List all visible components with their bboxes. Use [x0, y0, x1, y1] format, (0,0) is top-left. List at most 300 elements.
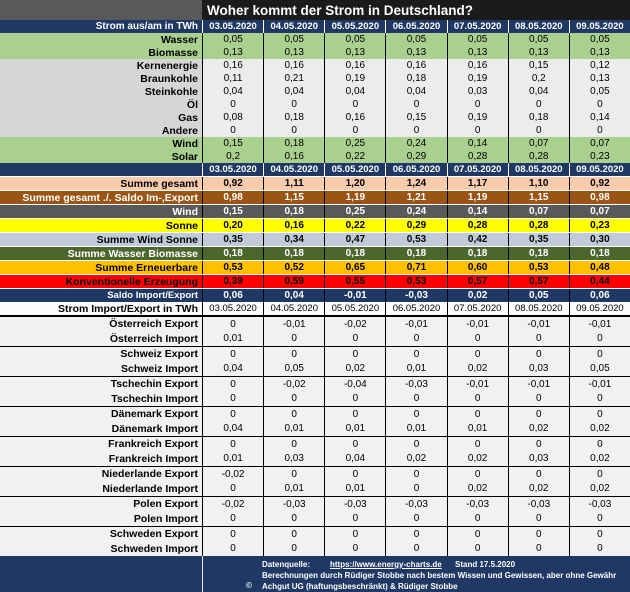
value-cell: 0,16	[263, 150, 324, 163]
value-cell: 0,53	[508, 261, 569, 274]
date-cell: 06.05.2020	[385, 20, 446, 33]
title-bar	[0, 0, 630, 20]
table-row	[0, 204, 630, 218]
table-row	[0, 59, 630, 72]
value-cell: 0	[385, 541, 446, 556]
value-cell: 0,01	[385, 361, 446, 376]
date-header-row	[0, 20, 630, 33]
table-row	[0, 232, 630, 246]
value-cell: 0,05	[447, 33, 508, 46]
row-label: Sonne	[165, 219, 198, 232]
value-cell: 0	[202, 124, 263, 137]
value-cell: 0,04	[263, 289, 324, 302]
value-cell: 0	[447, 437, 508, 451]
value-cell: 0,16	[447, 59, 508, 72]
value-cell: 0	[447, 541, 508, 556]
value-cell: 0,39	[202, 275, 263, 288]
value-cell: 0,19	[447, 111, 508, 124]
value-cell: 0,57	[508, 275, 569, 288]
value-cell: 0,55	[324, 275, 385, 288]
value-cell: -0,01	[324, 289, 385, 302]
value-cell: 0,02	[569, 421, 630, 436]
row-label: Andere	[0, 124, 202, 137]
value-cell: 0	[324, 511, 385, 526]
table-row	[0, 176, 630, 190]
value-cell: 0,04	[202, 421, 263, 436]
date-cell: 07.05.2020	[447, 302, 508, 315]
value-cell: 0	[263, 527, 324, 541]
value-cell: 0	[508, 527, 569, 541]
table-row	[0, 421, 630, 436]
row-label: Summe Erneuerbare	[95, 261, 198, 274]
value-cell: 0,35	[508, 233, 569, 246]
value-cell: 0	[324, 124, 385, 137]
value-cell: 0,02	[447, 481, 508, 496]
row-label: Frankreich Import	[108, 452, 198, 465]
row-label: Niederlande Export	[101, 468, 198, 480]
value-cell: 0	[508, 511, 569, 526]
value-cell: 0	[202, 377, 263, 391]
value-cell: 0	[263, 98, 324, 111]
value-cell: -0,01	[508, 317, 569, 331]
value-cell: 0,04	[202, 361, 263, 376]
date-cell: 09.05.2020	[569, 302, 630, 315]
value-cell: 0	[569, 124, 630, 137]
value-cell: -0,01	[263, 317, 324, 331]
value-cell: 0	[202, 317, 263, 331]
value-cell: 0	[324, 467, 385, 481]
value-cell: 0,28	[508, 150, 569, 163]
value-cell: -0,01	[569, 377, 630, 391]
value-cell: -0,03	[447, 497, 508, 511]
value-cell: 0,06	[569, 289, 630, 302]
value-cell: 0,16	[263, 219, 324, 232]
value-cell: 0,57	[447, 275, 508, 288]
value-cell: 0,98	[569, 191, 630, 204]
value-cell: 0,18	[447, 247, 508, 260]
row-label: Tschechin Export	[110, 378, 198, 390]
value-cell: -0,01	[385, 317, 446, 331]
value-cell: 0,47	[324, 233, 385, 246]
value-cell: 0,18	[385, 247, 446, 260]
table-row	[0, 33, 630, 46]
value-cell: 0,44	[569, 275, 630, 288]
value-cell: 0,05	[569, 85, 630, 98]
value-cell: 0,92	[569, 177, 630, 190]
section-header-label	[0, 163, 202, 176]
row-label: Schweiz Export	[120, 348, 198, 360]
value-cell: 0,11	[202, 72, 263, 85]
value-cell: 0,04	[324, 451, 385, 466]
value-cell: 0	[202, 481, 263, 496]
value-cell: 0,21	[263, 72, 324, 85]
value-cell: 0,08	[202, 111, 263, 124]
value-cell: -0,03	[569, 497, 630, 511]
value-cell: 0	[202, 347, 263, 361]
title-left-spacer	[0, 0, 202, 20]
value-cell: 0,48	[569, 261, 630, 274]
value-cell: 0	[447, 98, 508, 111]
value-cell: 0,04	[385, 85, 446, 98]
value-cell: 0,18	[385, 72, 446, 85]
value-cell: -0,02	[324, 317, 385, 331]
row-label: Summe gesamt ./. Saldo Im-,Export	[22, 191, 198, 204]
value-cell: 0,05	[324, 33, 385, 46]
value-cell: 0,02	[447, 361, 508, 376]
value-cell: 0	[202, 527, 263, 541]
value-cell: 0	[385, 437, 446, 451]
value-cell: 0,29	[385, 219, 446, 232]
row-label: Summe gesamt	[120, 177, 198, 190]
value-cell: 0	[508, 124, 569, 137]
row-label: Saldo Import/Export	[107, 290, 198, 301]
value-cell: 0,13	[263, 46, 324, 59]
value-cell: 0,05	[202, 33, 263, 46]
value-cell: 0,04	[324, 85, 385, 98]
value-cell: 0	[447, 124, 508, 137]
value-cell: 0	[263, 541, 324, 556]
value-cell: 0	[447, 407, 508, 421]
value-cell: 0,52	[263, 261, 324, 274]
value-cell: 0	[385, 527, 446, 541]
table-row	[0, 376, 630, 391]
value-cell: 1,17	[447, 177, 508, 190]
value-cell: 0,25	[324, 205, 385, 218]
value-cell: 0,18	[263, 247, 324, 260]
table-row	[0, 511, 630, 526]
value-cell: 0,05	[385, 33, 446, 46]
value-cell: 0,01	[385, 421, 446, 436]
value-cell: 0,16	[385, 59, 446, 72]
value-cell: 0,18	[508, 247, 569, 260]
row-label: Polen Import	[133, 512, 198, 525]
section-header-label: Strom aus/am in TWh	[95, 21, 198, 32]
value-cell: 0	[508, 407, 569, 421]
value-cell: 0	[324, 98, 385, 111]
value-cell: 1,20	[324, 177, 385, 190]
value-cell: 0,19	[447, 72, 508, 85]
value-cell: 0,05	[263, 33, 324, 46]
value-cell: 0,02	[508, 421, 569, 436]
section-header-label: Strom Import/Export in TWh	[58, 302, 198, 315]
date-cell: 05.05.2020	[324, 20, 385, 33]
table-row	[0, 481, 630, 496]
value-cell: 0,01	[202, 331, 263, 346]
date-cell: 08.05.2020	[508, 302, 569, 315]
copyright-icon: ©	[246, 581, 252, 590]
value-cell: 0	[385, 98, 446, 111]
table-row	[0, 111, 630, 124]
value-cell: 0,04	[508, 85, 569, 98]
footer-copyright: Achgut UG (haftungsbeschränkt) & Rüdiger Stobbe	[262, 582, 458, 591]
date-cell: 04.05.2020	[263, 163, 324, 176]
table-row	[0, 124, 630, 137]
value-cell: 0,13	[324, 46, 385, 59]
value-cell: 0,07	[508, 137, 569, 150]
value-cell: 0	[202, 391, 263, 406]
value-cell: 0	[202, 98, 263, 111]
value-cell: 0	[385, 407, 446, 421]
value-cell: 0,07	[569, 137, 630, 150]
value-cell: 0,24	[385, 137, 446, 150]
value-cell: 0	[324, 391, 385, 406]
date-cell: 05.05.2020	[324, 163, 385, 176]
date-cell: 08.05.2020	[508, 20, 569, 33]
value-cell: -0,01	[569, 317, 630, 331]
value-cell: -0,01	[447, 317, 508, 331]
page-title: Woher kommt der Strom in Deutschland?	[202, 0, 630, 20]
value-cell: 0	[508, 437, 569, 451]
row-label: Summe Wasser Biomasse	[67, 247, 198, 260]
value-cell: 0	[202, 511, 263, 526]
value-cell: 0,18	[202, 247, 263, 260]
table-row	[0, 72, 630, 85]
value-cell: 0,98	[202, 191, 263, 204]
footer-source-line	[262, 559, 626, 570]
date-cell: 04.05.2020	[263, 302, 324, 315]
value-cell: -0,01	[508, 377, 569, 391]
row-label: Polen Export	[133, 498, 198, 510]
value-cell: 0	[385, 467, 446, 481]
value-cell: 0,03	[508, 361, 569, 376]
value-cell: 0,14	[569, 111, 630, 124]
value-cell: 0	[202, 541, 263, 556]
value-cell: 0,01	[202, 451, 263, 466]
table-row	[0, 361, 630, 376]
value-cell: 0,13	[202, 46, 263, 59]
table-row	[0, 436, 630, 451]
value-cell: 0,18	[263, 111, 324, 124]
row-label: Schweiz Import	[120, 362, 198, 375]
value-cell: 0	[385, 391, 446, 406]
value-cell: 0,05	[263, 361, 324, 376]
value-cell: 1,11	[263, 177, 324, 190]
value-cell: 0	[508, 331, 569, 346]
value-cell: 0	[508, 347, 569, 361]
value-cell: 0,15	[202, 205, 263, 218]
value-cell: -0,04	[324, 377, 385, 391]
value-cell: 0,28	[508, 219, 569, 232]
value-cell: 0	[263, 467, 324, 481]
value-cell: 1,10	[508, 177, 569, 190]
value-cell: 0	[508, 391, 569, 406]
value-cell: 0	[569, 467, 630, 481]
value-cell: 0	[324, 527, 385, 541]
value-cell: 0	[447, 467, 508, 481]
value-cell: 0	[447, 511, 508, 526]
table-row	[0, 85, 630, 98]
value-cell: 0,05	[569, 33, 630, 46]
value-cell: 0	[385, 511, 446, 526]
date-header-row	[0, 302, 630, 316]
table-row	[0, 391, 630, 406]
source-link[interactable]: https://www.energy-charts.de	[330, 560, 442, 569]
value-cell: 0,01	[447, 421, 508, 436]
source-label: Datenquelle:	[262, 560, 311, 569]
value-cell: 0,24	[385, 205, 446, 218]
value-cell: 0,07	[569, 205, 630, 218]
value-cell: 0,2	[508, 72, 569, 85]
value-cell: -0,02	[202, 497, 263, 511]
value-cell: -0,03	[385, 497, 446, 511]
value-cell: -0,02	[202, 467, 263, 481]
value-cell: 1,15	[508, 191, 569, 204]
date-cell: 06.05.2020	[385, 302, 446, 315]
date-cell: 05.05.2020	[324, 302, 385, 315]
value-cell: 0,02	[447, 289, 508, 302]
value-cell: 0,15	[508, 59, 569, 72]
row-label: Steinkohle	[0, 85, 202, 98]
value-cell: 0,18	[569, 247, 630, 260]
value-cell: 0,18	[263, 137, 324, 150]
value-cell: -0,03	[385, 377, 446, 391]
value-cell: 0	[385, 124, 446, 137]
value-cell: 0,29	[385, 150, 446, 163]
value-cell: 0,03	[447, 85, 508, 98]
row-label: Solar	[171, 150, 198, 163]
value-cell: 0	[263, 511, 324, 526]
value-cell: 0,23	[569, 219, 630, 232]
value-cell: 0,92	[202, 177, 263, 190]
value-cell: 0,42	[447, 233, 508, 246]
value-cell: 0	[324, 347, 385, 361]
row-label: Gas	[0, 111, 202, 124]
value-cell: 0,13	[447, 46, 508, 59]
date-cell: 07.05.2020	[447, 163, 508, 176]
value-cell: 0	[508, 541, 569, 556]
value-cell: 0	[263, 391, 324, 406]
table-row	[0, 526, 630, 541]
date-cell: 07.05.2020	[447, 20, 508, 33]
table-row	[0, 406, 630, 421]
date-cell: 09.05.2020	[569, 163, 630, 176]
value-cell: 0,59	[263, 275, 324, 288]
row-label: Frankreich Export	[108, 438, 198, 450]
value-cell: 1,19	[324, 191, 385, 204]
value-cell: 0,02	[324, 361, 385, 376]
value-cell: 0	[447, 391, 508, 406]
row-label: Summe Wind Sonne	[96, 233, 198, 246]
value-cell: 0,16	[324, 59, 385, 72]
row-label: Dänemark Export	[111, 408, 198, 420]
table-row	[0, 346, 630, 361]
value-cell: 0,15	[202, 137, 263, 150]
table-row	[0, 246, 630, 260]
table-row	[0, 541, 630, 556]
row-label: Wind	[172, 137, 198, 150]
value-cell: 0,01	[263, 481, 324, 496]
value-cell: 0,53	[385, 233, 446, 246]
table-row	[0, 451, 630, 466]
table-row	[0, 288, 630, 302]
value-cell: 0	[324, 331, 385, 346]
value-cell: 0	[508, 467, 569, 481]
table-row	[0, 331, 630, 346]
value-cell: 0,01	[324, 421, 385, 436]
value-cell: 0,2	[202, 150, 263, 163]
value-cell: 0	[569, 527, 630, 541]
date-cell: 04.05.2020	[263, 20, 324, 33]
value-cell: 0,18	[508, 111, 569, 124]
value-cell: 0	[569, 98, 630, 111]
value-cell: 0	[447, 527, 508, 541]
row-label: Konventionelle Erzeugung	[65, 275, 198, 288]
value-cell: 0,16	[202, 59, 263, 72]
value-cell: 0	[202, 407, 263, 421]
value-cell: 0,16	[263, 59, 324, 72]
value-cell: 0	[324, 437, 385, 451]
value-cell: 0,02	[569, 481, 630, 496]
value-cell: -0,03	[385, 289, 446, 302]
footer	[0, 556, 630, 592]
value-cell: 0,18	[263, 205, 324, 218]
value-cell: 1,21	[385, 191, 446, 204]
table-row	[0, 46, 630, 59]
value-cell: 0	[508, 98, 569, 111]
value-cell: 0,19	[324, 72, 385, 85]
value-cell: 0,02	[569, 451, 630, 466]
table-row	[0, 218, 630, 232]
value-cell: 0,15	[385, 111, 446, 124]
value-cell: -0,03	[263, 497, 324, 511]
value-cell: 0,14	[447, 205, 508, 218]
value-cell: 0	[263, 437, 324, 451]
value-cell: 0,01	[324, 481, 385, 496]
value-cell: 0,02	[385, 451, 446, 466]
table-row	[0, 496, 630, 511]
value-cell: 0,04	[202, 85, 263, 98]
value-cell: 0	[569, 511, 630, 526]
table-row	[0, 98, 630, 111]
value-cell: 0,13	[385, 46, 446, 59]
value-cell: 0,35	[202, 233, 263, 246]
value-cell: 0	[263, 124, 324, 137]
row-label: Wind	[172, 205, 198, 218]
row-label: Biomasse	[148, 46, 198, 59]
row-label: Tschechin Import	[111, 392, 198, 405]
footer-text	[262, 559, 626, 592]
value-cell: 0,05	[569, 361, 630, 376]
value-cell: -0,03	[508, 497, 569, 511]
value-cell: 0,07	[508, 205, 569, 218]
table-row	[0, 137, 630, 150]
row-label: Dänemark Import	[111, 422, 198, 435]
value-cell: 0	[385, 331, 446, 346]
table-row	[0, 190, 630, 204]
value-cell: 0,53	[385, 275, 446, 288]
value-cell: 0,65	[324, 261, 385, 274]
value-cell: 0,53	[202, 261, 263, 274]
row-label: Kernenergie	[0, 59, 202, 72]
value-cell: 0,14	[447, 137, 508, 150]
table-body	[0, 20, 630, 556]
value-cell: 0,28	[447, 219, 508, 232]
value-cell: 0	[324, 407, 385, 421]
value-cell: 0,22	[324, 219, 385, 232]
value-cell: 0,13	[508, 46, 569, 59]
row-label: Öl	[0, 98, 202, 111]
date-cell: 03.05.2020	[202, 302, 263, 315]
value-cell: 0,16	[324, 111, 385, 124]
table-row	[0, 274, 630, 288]
value-cell: -0,02	[263, 377, 324, 391]
value-cell: 0	[569, 331, 630, 346]
value-cell: 0,13	[569, 46, 630, 59]
table-row	[0, 260, 630, 274]
value-cell: 0,12	[569, 59, 630, 72]
value-cell: 0,01	[263, 421, 324, 436]
table-row	[0, 316, 630, 331]
